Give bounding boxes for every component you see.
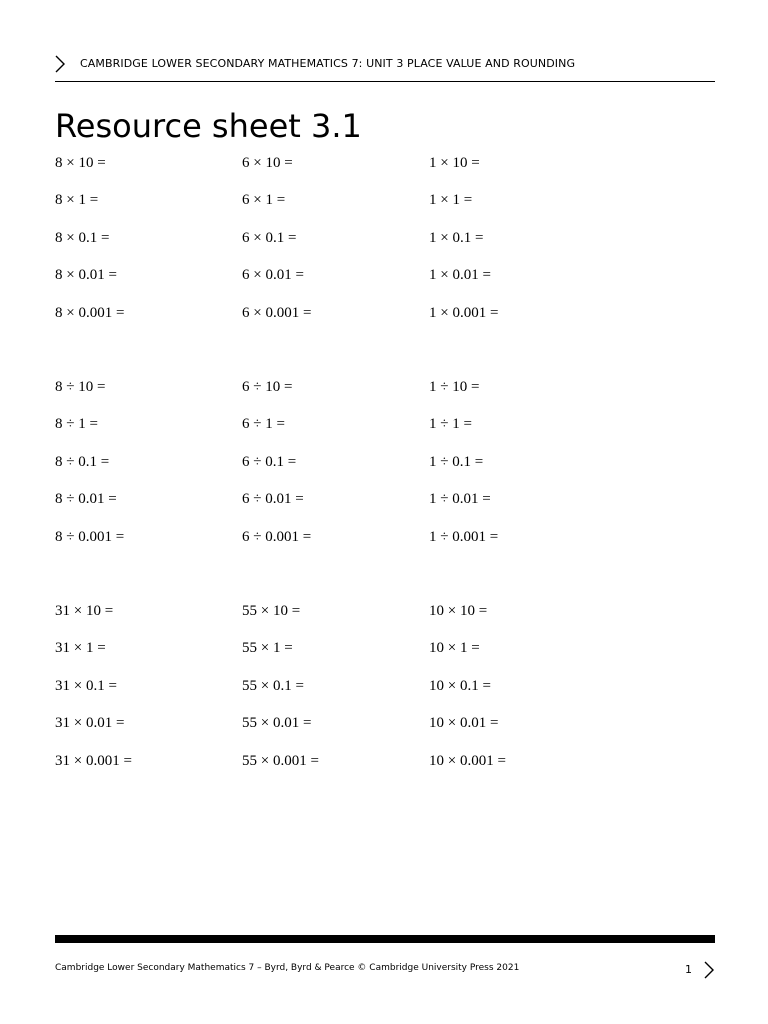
page-title: Resource sheet 3.1	[55, 107, 362, 145]
problem-item: 31 × 1 =	[55, 640, 106, 656]
problem-item: 6 ÷ 0.1 =	[242, 454, 297, 470]
problem-item: 55 × 1 =	[242, 640, 293, 656]
page-number: 1	[685, 963, 692, 976]
problem-item: 10 × 0.001 =	[429, 753, 506, 769]
problem-item: 6 × 10 =	[242, 155, 293, 171]
problem-item: 10 × 10 =	[429, 603, 488, 619]
problem-item: 8 × 0.001 =	[55, 305, 125, 321]
problem-item: 31 × 0.1 =	[55, 678, 117, 694]
problem-item: 8 ÷ 1 =	[55, 416, 98, 432]
problem-item: 10 × 0.01 =	[429, 715, 499, 731]
problem-item: 1 × 0.1 =	[429, 230, 484, 246]
problem-item: 1 ÷ 1 =	[429, 416, 472, 432]
chevron-right-icon	[702, 960, 716, 980]
problem-item: 6 ÷ 10 =	[242, 379, 293, 395]
problem-item: 1 ÷ 0.01 =	[429, 491, 491, 507]
problem-item: 1 ÷ 10 =	[429, 379, 480, 395]
problem-item: 8 × 0.1 =	[55, 230, 110, 246]
problem-item: 1 × 10 =	[429, 155, 480, 171]
problem-item: 8 × 1 =	[55, 192, 99, 208]
problem-item: 8 ÷ 0.001 =	[55, 529, 125, 545]
problem-item: 10 × 0.1 =	[429, 678, 491, 694]
problem-item: 55 × 0.01 =	[242, 715, 312, 731]
problem-item: 8 ÷ 10 =	[55, 379, 106, 395]
problem-item: 6 ÷ 1 =	[242, 416, 285, 432]
problem-item: 31 × 10 =	[55, 603, 114, 619]
problem-item: 6 ÷ 0.01 =	[242, 491, 304, 507]
footer-bar	[55, 935, 715, 943]
problem-item: 8 ÷ 0.01 =	[55, 491, 117, 507]
problem-item: 8 ÷ 0.1 =	[55, 454, 110, 470]
problem-item: 8 × 10 =	[55, 155, 106, 171]
problem-item: 1 ÷ 0.001 =	[429, 529, 499, 545]
problem-item: 6 ÷ 0.001 =	[242, 529, 312, 545]
problem-item: 55 × 10 =	[242, 603, 301, 619]
problem-item: 1 ÷ 0.1 =	[429, 454, 484, 470]
problem-item: 55 × 0.001 =	[242, 753, 319, 769]
problem-item: 6 × 0.001 =	[242, 305, 312, 321]
problem-item: 6 × 1 =	[242, 192, 286, 208]
problem-item: 31 × 0.001 =	[55, 753, 132, 769]
footer-credit: Cambridge Lower Secondary Mathematics 7 – Byrd, Byrd & Pearce © Cambridge University Press 2021	[55, 963, 520, 973]
problem-item: 6 × 0.1 =	[242, 230, 297, 246]
problem-item: 1 × 0.01 =	[429, 267, 491, 283]
problem-item: 8 × 0.01 =	[55, 267, 117, 283]
problem-item: 31 × 0.01 =	[55, 715, 125, 731]
running-head: CAMBRIDGE LOWER SECONDARY MATHEMATICS 7: UNIT 3 PLACE VALUE AND ROUNDING	[80, 57, 576, 70]
problem-item: 6 × 0.01 =	[242, 267, 304, 283]
problem-item: 10 × 1 =	[429, 640, 480, 656]
problem-item: 1 × 0.001 =	[429, 305, 499, 321]
problem-item: 55 × 0.1 =	[242, 678, 304, 694]
problem-item: 1 × 1 =	[429, 192, 473, 208]
